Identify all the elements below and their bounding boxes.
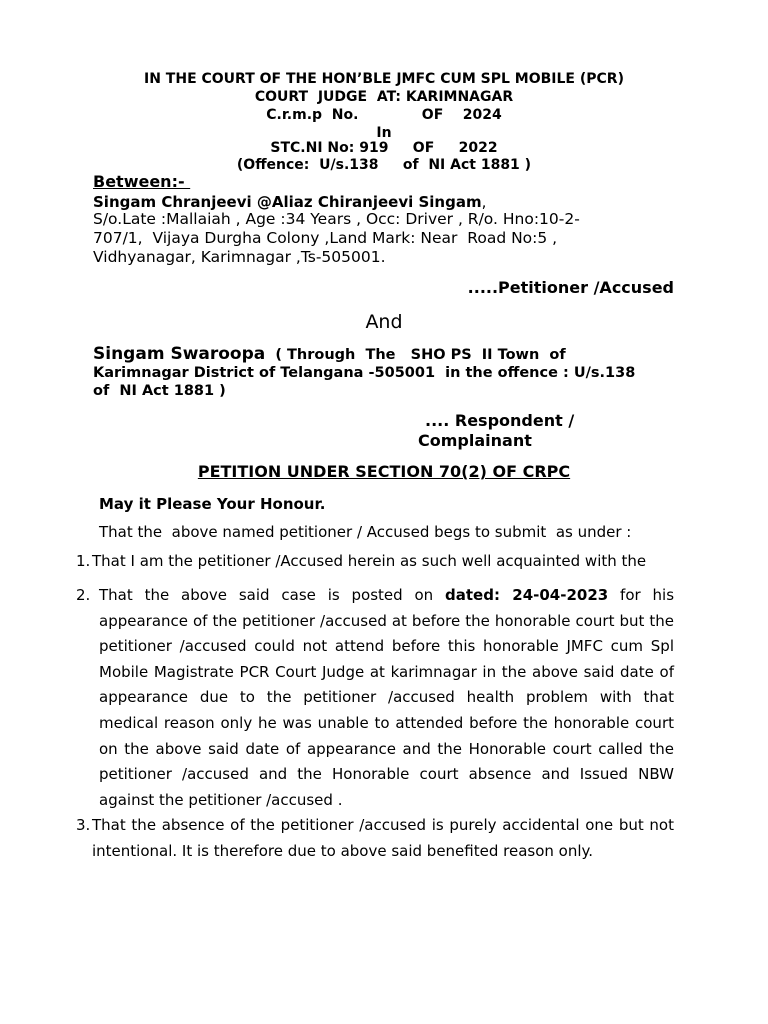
case-number-line: C.r.m.p No. OF 2024 — [266, 107, 502, 123]
petitioner-name-suffix: , — [481, 193, 487, 211]
in-line: In — [376, 125, 392, 141]
point-2-text — [99, 583, 674, 813]
respondent-detail-2: Karimnagar District of Telangana -505001 in the offence : U/s.138 — [93, 365, 636, 381]
point-1-text: That I am the petitioner /Accused herein as such well acquainted with the — [92, 552, 647, 570]
petitioner-address-line-2: 707/1, Vijaya Durgha Colony ,Land Mark: Near Road No:5 , — [93, 229, 558, 247]
salutation: May it Please Your Honour. — [99, 495, 326, 513]
point-2-text-before: That the above said case is posted on — [99, 586, 446, 604]
petitioner-address-line-1: S/o.Late :Mallaiah , Age :34 Years , Occ: Driver , R/o. Hno:10-2- — [93, 210, 580, 228]
point-3-text: That the absence of the petitioner /accused is purely accidental one but not intentional. It is therefore due to above said benefited reason only. — [92, 816, 674, 860]
court-heading-line-2: COURT JUDGE AT: KARIMNAGAR — [254, 89, 514, 105]
between-label: Between:- — [93, 172, 191, 191]
point-1-number: 1. — [76, 552, 91, 570]
intro-text: That the above named petitioner / Accused begs to submit as under : — [99, 523, 632, 541]
respondent-role-2: Complainant — [418, 431, 532, 450]
petitioner-name: Singam Chranjeevi @Aliaz Chiranjeevi Singam — [93, 193, 482, 211]
offence-line: (Offence: U/s.138 of NI Act 1881 ) — [236, 157, 532, 173]
court-heading-line-1: IN THE COURT OF THE HON’BLE JMFC CUM SPL MOBILE (PCR) — [144, 71, 624, 87]
stc-number-line: STC.NI No: 919 OF 2022 — [270, 140, 498, 156]
petitioner-address-line-3: Vidhyanagar, Karimnagar ,Ts-505001. — [93, 248, 386, 266]
point-2-number: 2. — [76, 586, 91, 604]
respondent-detail-3: of NI Act 1881 ) — [93, 383, 226, 399]
respondent-line-1 — [93, 345, 566, 365]
point-2-date: dated: 24-04-2023 — [445, 586, 609, 604]
and-label: And — [365, 311, 403, 333]
respondent-detail-1: ( Through The SHO PS II Town of — [265, 347, 566, 363]
respondent-name: Singam Swaroopa — [93, 344, 266, 364]
point-3-number: 3. — [76, 816, 91, 834]
petition-title: PETITION UNDER SECTION 70(2) OF CRPC — [197, 462, 571, 481]
petitioner-role: .....Petitioner /Accused — [467, 278, 674, 297]
point-2-text-after: for his appearance of the petitioner /accused at before the honorable court but the petitioner /accused could not attend before this honorable JMFC cum Spl Mobile Magistrate PCR Court Judge at karimnagar in the above said date of appearance due to the petitioner /accused health problem with that medical reason only he was unable to attended before the honorable court on the above said date of appearance and the Honorable court called the petitioner /accused and the Honorable court absence and Issued NBW against the petitioner /accused . — [99, 586, 675, 809]
respondent-role-1: .... Respondent / — [425, 411, 575, 430]
